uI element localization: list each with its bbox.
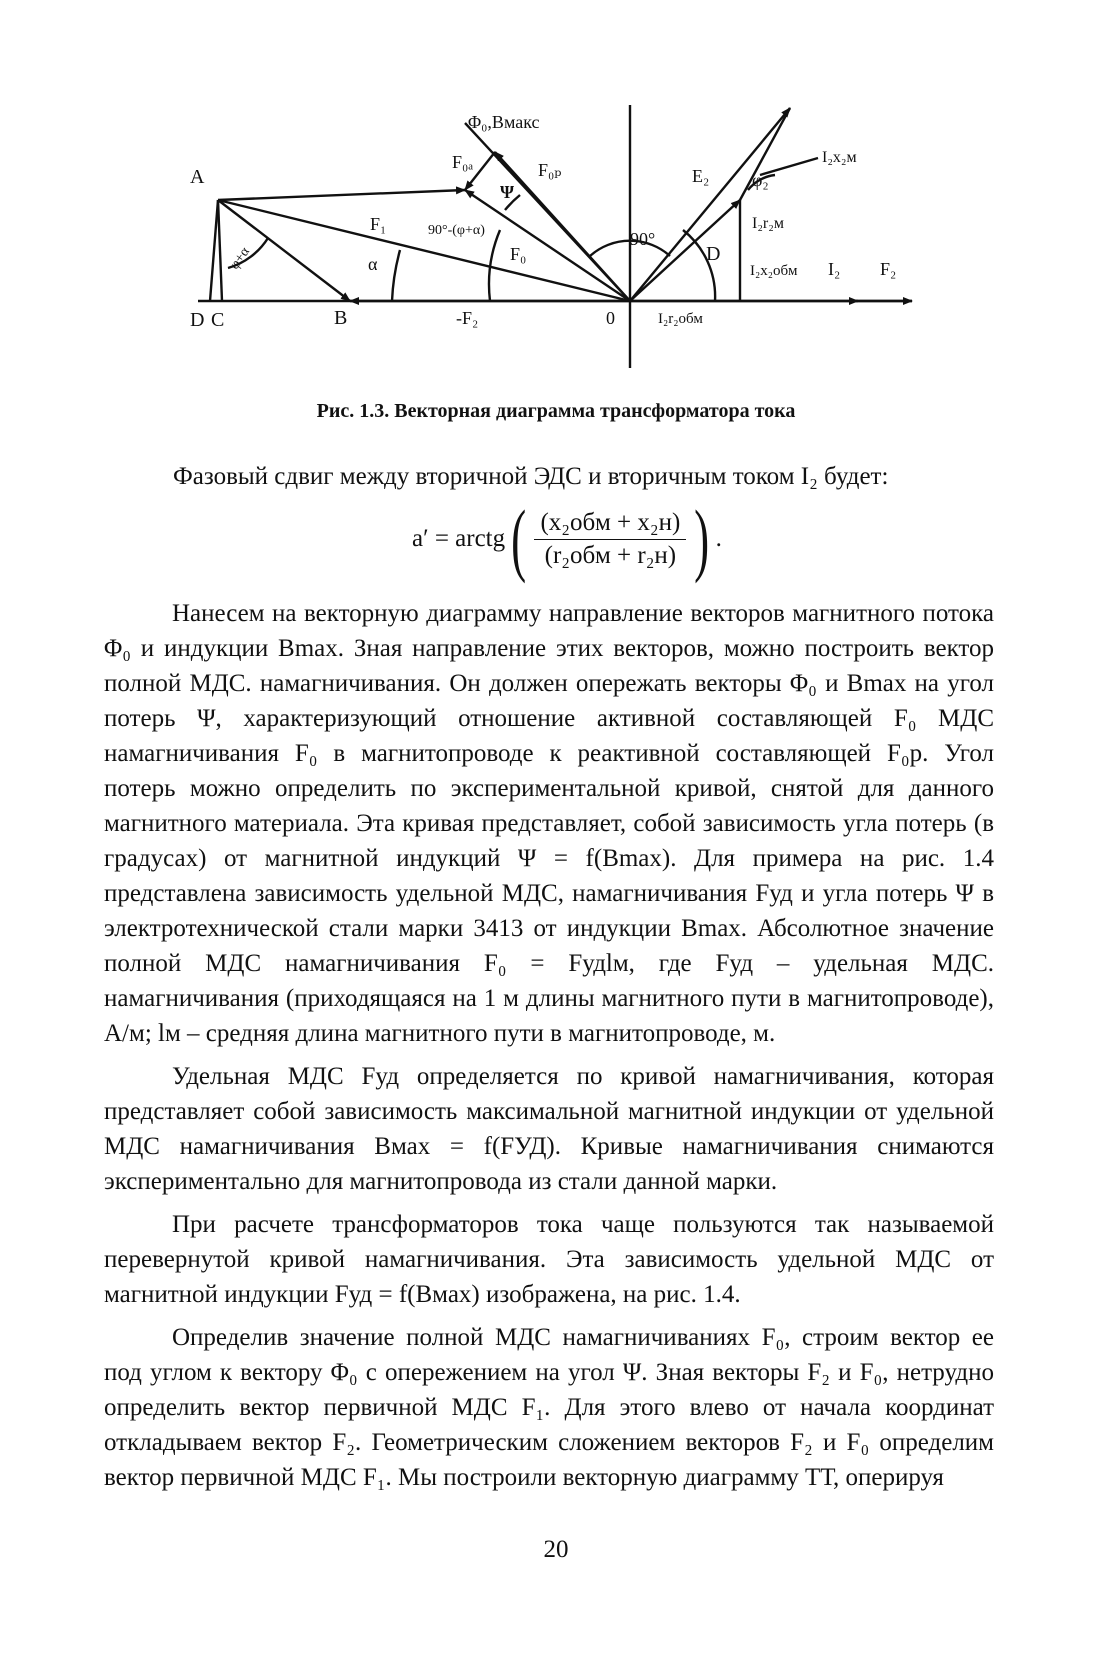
line-to-i2x2m	[760, 158, 818, 175]
label-minus-f2: -F₂	[456, 308, 479, 328]
line-a-to-d	[210, 200, 218, 301]
label-b: B	[334, 307, 348, 329]
label-d-right: D	[706, 243, 721, 265]
figure-caption: Рис. 1.3. Векторная диаграмма трансформатора тока	[316, 400, 796, 422]
formula-end: .	[715, 525, 722, 552]
formula-close-paren: )	[694, 493, 710, 584]
label-d: D	[190, 309, 205, 331]
label-f0a: F₀ₐ	[452, 152, 474, 172]
label-i2r2m: I₂r₂м	[752, 215, 784, 232]
paragraph: Определив значение полной МДС намагничиваниях F₀, строим вектор ее под углом к вектору Φ₀ с опережением на угол Ψ. Зная векторы F₂ и F₀, нетрудно определить вектор первичной МДС F₁. Для этого влево от начала координат откладываем вектор F₂. Геометрическим сложением векторов F₂ и F₀ определим вектор первичной МДС F₁. Мы построили векторную диаграмму ТТ, оперируя	[104, 1324, 994, 1491]
vector-f0a-line	[495, 152, 630, 301]
label-i2r2obm: I₂r₂обм	[658, 311, 703, 327]
label-90deg: 90°	[630, 229, 656, 249]
label-f1: F₁	[370, 214, 387, 234]
label-phi-a: φ+α	[227, 244, 254, 273]
label-e2: E₂	[692, 166, 710, 186]
label-f0p: F₀ₚ	[538, 160, 562, 180]
label-i2: I₂	[828, 259, 841, 279]
page-number: 20	[543, 1536, 569, 1563]
label-i2x2m: I₂x₂м	[822, 149, 857, 166]
label-c: C	[211, 309, 225, 331]
line-a-to-c	[218, 200, 222, 301]
label-alpha: α	[368, 254, 378, 274]
formula-open-paren: (	[511, 493, 527, 584]
formula	[412, 493, 722, 584]
vector-f1	[218, 200, 630, 301]
label-f0: F₀	[510, 244, 527, 264]
label-zero: 0	[606, 308, 615, 328]
body-text	[104, 596, 994, 1503]
label-90-phi-a: 90°-(φ+α)	[428, 223, 485, 238]
arc-d	[683, 230, 715, 301]
formula-numerator: (x₂обм + x₂н)	[534, 509, 686, 540]
arc-90-phi-a	[489, 230, 500, 301]
formula-lhs: a′ = arctg	[412, 525, 506, 552]
label-f2: F₂	[880, 259, 897, 279]
label-phi0-bmax: Φ₀,Bмакс	[468, 112, 540, 132]
paragraph: Нанесем на векторную диаграмму направление векторов магнитного потока Φ₀ и индукции Bmax. Зная направление этих векторов, можно построить вектор полной МДС. намагничивания. Он должен опережать векторы Φ₀ и Bmax на угол потерь Ψ, характеризующий отношение активной составляющей F₀ МДС намагничивания F₀ в магнитопроводе к реактивной составляющей F₀p. Угол потерь можно определить по экспериментальной кривой, снятой для данного магнитного материала. Эта кривая представляет, собой зависимость угла потерь (в градусах) от магнитной индукций Ψ = f(Bmax). Для примера на рис. 1.4 представлена зависимость удельной МДС, намагничивания Fуд и угла потерь Ψ в электротехнической стали марки 3413 от индукции Bmax. Абсолютное значение полной МДС намагничивания F₀ = Fудlм, где Fуд – удельная МДС. намагничивания (приходящаяся на 1 м длины магнитного пути в магнитопроводе), А/м; lм – средняя длина магнитного пути в магнитопроводе, м.	[104, 600, 994, 1047]
formula-fraction	[534, 509, 686, 570]
formula-denominator: (r₂обм + r₂н)	[544, 541, 677, 569]
label-a: A	[190, 166, 205, 188]
paragraph: При расчете трансформаторов тока чаще пользуются так называемой перевернутой кривой намагничивания. Эта зависимость удельной МДС от магнитной индукции Fуд = f(Bмах) изображена, на рис. 1.4.	[104, 1211, 994, 1308]
arc-alpha	[392, 250, 400, 301]
vector-diagram	[0, 0, 1112, 395]
line-a-to-f0	[218, 190, 465, 200]
label-i2x2obm: I₂x₂обм	[750, 263, 798, 279]
vector-i2r2m	[630, 200, 740, 301]
label-phi2: φ₂	[752, 170, 769, 190]
label-psi: Ψ	[500, 182, 515, 202]
intro-text: Фазовый сдвиг между вторичной ЭДС и вторичным током I₂ будет:	[173, 463, 889, 490]
paragraph: Удельная МДС Fуд определяется по кривой намагничивания, которая представляет собой зависимость максимальной магнитной индукции от удельной МДС намагничивания Bмах = f(FУД). Кривые намагничивания снимаются экспериментально для магнитопровода из стали данной марки.	[104, 1063, 994, 1195]
